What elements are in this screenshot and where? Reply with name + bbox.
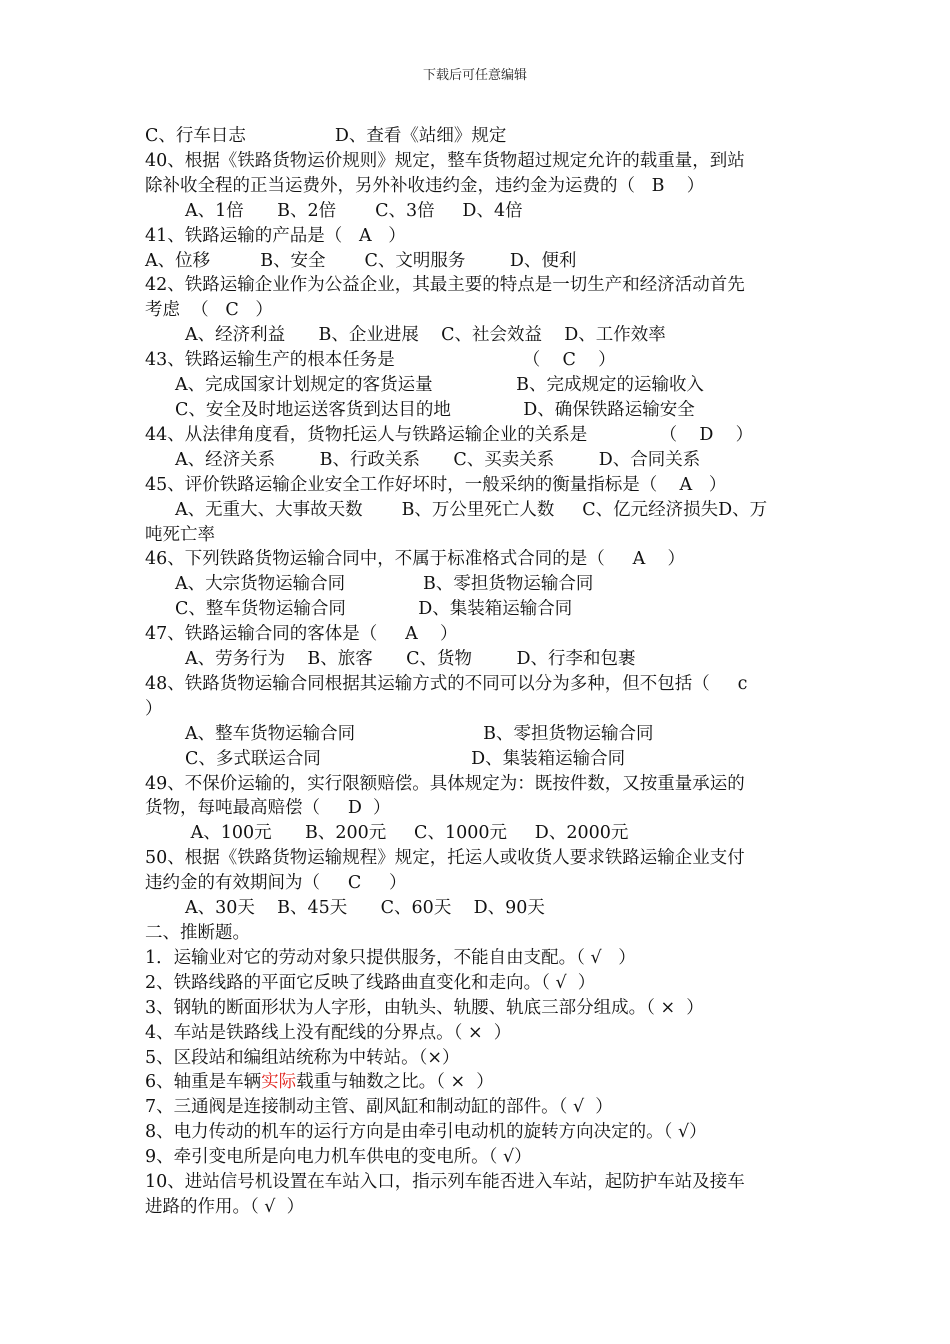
line-text: 吨死亡率 — [145, 524, 215, 545]
text-line — [145, 821, 815, 846]
line-text: 进路的作用。（ √ ） — [145, 1196, 305, 1217]
text-line — [145, 1021, 815, 1046]
line-text: C、安全及时地运送客货到达目的地 D、确保铁路运输安全 — [175, 399, 695, 420]
line-text: 5、区段站和编组站统称为中转站。（×） — [145, 1047, 460, 1068]
text-line — [145, 772, 815, 797]
line-text: C、行车日志 D、查看《站细》规定 — [145, 126, 507, 146]
line-text: C、多式联运合同 D、集装箱运输合同 — [185, 748, 626, 769]
text-line — [145, 647, 815, 672]
line-text: 8、电力传动的机车的运行方向是由牵引电动机的旋转方向决定的。（ √） — [145, 1122, 707, 1143]
text-line — [145, 896, 815, 921]
line-text: 10、进站信号机设置在车站入口，指示列车能否进入车站，起防护车站及接车 — [145, 1172, 745, 1193]
line-text: 二、推断题。 — [145, 923, 250, 943]
line-text: 49、不保价运输的，实行限额赔偿。具体规定为：既按件数，又按重量承运的 — [145, 773, 745, 794]
line-text: 7、三通阀是连接制动主管、副风缸和制动缸的部件。（ √ ） — [145, 1097, 613, 1118]
text-line — [145, 473, 815, 498]
text-line — [145, 572, 815, 597]
text-line — [145, 996, 815, 1021]
line-text: A、大宗货物运输合同 B、零担货物运输合同 — [175, 574, 594, 595]
text-line — [145, 523, 815, 548]
text-line — [145, 224, 815, 249]
line-text: A、1倍 B、2倍 C、3倍 D、4倍 — [185, 200, 523, 221]
text-line — [145, 174, 815, 199]
page-header: 下载后可任意编辑 — [422, 68, 527, 83]
line-text: 40、根据《铁路货物运价规则》规定，整车货物超过规定允许的载重量，到站 — [145, 150, 745, 171]
line-text: C、整车货物运输合同 D、集装箱运输合同 — [175, 599, 573, 620]
line-text: 6、轴重是车辆 — [145, 1072, 262, 1093]
text-line — [145, 398, 815, 423]
line-text: 货物，每吨最高赔偿（ D ） — [145, 798, 391, 819]
text-line — [145, 796, 815, 821]
line-text: 46、下列铁路货物运输合同中，不属于标准格式合同的是（ A ） — [145, 549, 685, 570]
line-text-after: 载重与轴数之比。（ × ） — [296, 1072, 494, 1093]
text-line — [145, 1095, 815, 1120]
text-line — [145, 971, 815, 996]
line-text: A、位移 B、安全 C、文明服务 D、便利 — [145, 250, 577, 271]
text-line — [145, 747, 815, 772]
line-text: 50、根据《铁路货物运输规程》规定，托运人或收货人要求铁路运输企业支付 — [145, 848, 745, 869]
line-text: A、无重大、大事故天数 B、万公里死亡人数 C、亿元经济损失D、万 — [175, 499, 768, 520]
text-line — [145, 722, 815, 747]
line-text: 除补收全程的正当运费外，另外补收违约金，违约金为运费的（ B ） — [145, 175, 705, 196]
text-line — [145, 1046, 815, 1071]
highlighted-text: 实际 — [261, 1072, 297, 1093]
text-line — [145, 622, 815, 647]
text-line — [145, 1170, 815, 1195]
line-text: 违约金的有效期间为（ C ） — [145, 873, 407, 894]
line-text: A、100元 B、200元 C、1000元 D、2000元 — [185, 823, 629, 844]
text-line — [145, 871, 815, 896]
line-text: A、30天 B、45天 C、60天 D、90天 — [185, 898, 545, 919]
line-text: 48、铁路货物运输合同根据其运输方式的不同可以分为多种，但不包括（ c — [145, 673, 748, 694]
line-text: 45、评价铁路运输企业安全工作好坏时，一般采纳的衡量指标是（ A ） — [145, 474, 727, 495]
text-line — [145, 1070, 815, 1095]
line-text: 1．运输业对它的劳动对象只提供服务，不能自由支配。（ √ ） — [145, 947, 636, 968]
text-line — [145, 1145, 815, 1170]
text-line — [145, 298, 815, 323]
text-line — [145, 124, 815, 149]
line-text: 考虑 （ C ） — [145, 300, 273, 321]
line-text: A、完成国家计划规定的客货运量 B、完成规定的运输收入 — [175, 375, 704, 396]
text-line — [145, 498, 815, 523]
text-line — [145, 672, 815, 697]
line-text: A、劳务行为 B、旅客 C、货物 D、行李和包裹 — [185, 649, 636, 670]
text-line — [145, 373, 815, 398]
text-line — [145, 597, 815, 622]
line-text: 47、铁路运输合同的客体是（ A ） — [145, 624, 458, 645]
text-line — [145, 448, 815, 473]
text-line — [145, 697, 815, 722]
line-text: 44、从法律角度看，货物托运人与铁路运输企业的关系是 （ D ） — [145, 424, 754, 445]
text-line — [145, 921, 815, 946]
line-text: A、整车货物运输合同 B、零担货物运输合同 — [185, 723, 654, 744]
line-text: 41、铁路运输的产品是（ A ） — [145, 225, 406, 246]
text-line — [145, 249, 815, 274]
text-line — [145, 547, 815, 572]
text-line — [145, 348, 815, 373]
text-line — [145, 846, 815, 871]
text-line — [145, 273, 815, 298]
line-text: 4、车站是铁路线上没有配线的分界点。（ × ） — [145, 1022, 512, 1043]
line-text: 2、铁路线路的平面它反映了线路曲直变化和走向。（ √ ） — [145, 972, 596, 993]
line-text: 42、铁路运输企业作为公益企业，其最主要的特点是一切生产和经济活动首先 — [145, 275, 745, 296]
text-line — [145, 946, 815, 971]
document-body — [145, 124, 815, 1220]
text-line — [145, 1120, 815, 1145]
text-line — [145, 323, 815, 348]
line-text: 3、钢轨的断面形状为人字形，由轨头、轨腰、轨底三部分组成。（ × ） — [145, 997, 704, 1018]
line-text: A、经济利益 B、企业进展 C、社会效益 D、工作效率 — [185, 325, 666, 346]
text-line — [145, 423, 815, 448]
text-line — [145, 149, 815, 174]
text-line — [145, 199, 815, 224]
line-text: 43、铁路运输生产的根本任务是 （ C ） — [145, 350, 616, 371]
line-text: ） — [145, 698, 163, 719]
line-text: 9、牵引变电所是向电力机车供电的变电所。（ √） — [145, 1147, 532, 1168]
text-line — [145, 1195, 815, 1220]
line-text: A、经济关系 B、行政关系 C、买卖关系 D、合同关系 — [175, 449, 701, 470]
